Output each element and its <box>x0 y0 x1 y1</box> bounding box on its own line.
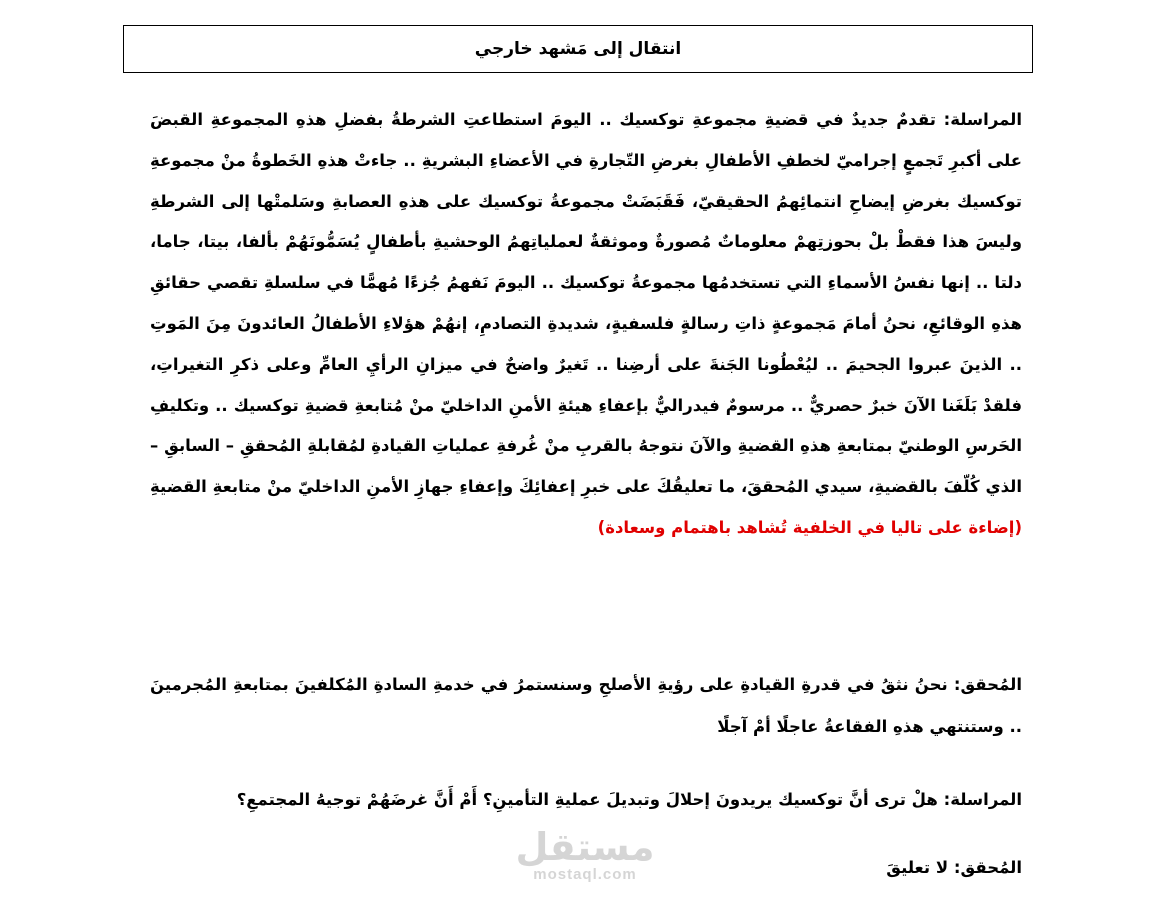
stage-direction: (إضاءة على تاليا في الخلفية تُشاهد باهتمام وسعادة) <box>597 517 1022 537</box>
watermark-arabic: مستقل <box>515 825 655 869</box>
scene-title: انتقال إلى مَشهد خارجي <box>474 39 682 59</box>
paragraph-text: المُحقق: لا تعليقَ <box>886 858 1022 877</box>
paragraph-text: المراسلة: تقدمٌ جديدٌ في قضيةِ مجموعةِ توكسيك .. اليومَ استطاعتِ الشرطةُ بفضلِ هذهِ المجموعةِ القبضَ على أكبرِ تَجمعٍ إجراميّ لخطفِ الأطفالِ بغرضِ التّجارةِ في الأعضاءِ البشريةِ .. جاءتْ هذهِ الخَطوةُ منْ مجموعةِ توكسيك بغرضِ إيضاحِ انتمائِهمُ الحقيقيّ، فَقَبَضَتْ مجموعةُ توكسيك على هذهِ العصابةِ وسَلمتْها إلى الشرطةِ وليسَ هذا فقطْ بلْ بحوزتِهمْ معلوماتٌ مُصورةٌ وموثقةٌ لعملياتِهمُ الوحشيةِ بأطفالٍ يُسَمُّونَهُمْ بألفا، بيتا، جاما، دلتا .. إنها نفسُ الأسماءِ التي تستخدمُها مجموعةُ توكسيك .. اليومَ نَفهمُ جُزءًا مُهمًّا في سلسلةِ تقصي حقائقِ هذهِ الوقائعِ، نحنُ أمامَ مَجموعةٍ ذاتِ رسالةٍ فلسفيةٍ، شديدةِ التصادمِ، إنهُمْ هؤلاءِ الأطفالُ العائدونَ مِنَ المَوتِ .. الذينَ عبروا الجحيمَ .. ليُعْطُونا الجَنةَ على أرضِنا .. تَغيرٌ واضحٌ في ميزانِ الرأيِ العامِّ وعلى ذكرِ التغيراتِ، فلقدْ بَلَغَنا الآنَ خبرٌ حصريٌّ .. مرسومٌ فيدراليٌّ بإعفاءِ هيئةِ الأمنِ الداخليّ منْ مُتابعةِ قضيةِ توكسيك .. وتكليفِ الحَرسِ الوطنيّ بمتابعةِ هذهِ القضيةِ والآنَ نتوجهُ بالقربِ منْ غُرفةِ عملياتِ القيادةِ لمُقابلةِ المُحققِ – السابقِ – الذي كُلّفَ بالقضيةِ، سيدي المُحققَ، ما تعليقُكَ على خبرِ إعفائِكَ وإعفاءِ جهازِ الأمنِ الداخليّ منْ متابعةِ القضيةِ <box>150 110 1022 497</box>
investigator-paragraph-1 <box>150 664 1022 748</box>
paragraph-text: المُحقق: نحنُ نثقُ في قدرةِ القيادةِ على رؤيةِ الأصلحِ وسنستمرُ في خدمةِ السادةِ المُكلفينَ بمتابعةِ المُجرمينَ .. وستنتهي هذهِ الفقاعةُ عاجلًا أمْ آجلًا <box>150 675 1022 736</box>
scene-title-box <box>123 25 1033 73</box>
reporter-paragraph-2 <box>150 780 1022 821</box>
paragraph-text: المراسلة: هلْ ترى أنَّ توكسيك يريدونَ إحلالَ وتبديلَ عمليةِ التأمينِ؟ أَمْ أَنَّ غرضَهُمْ توجيهُ المجتمعِ؟ <box>236 790 1022 809</box>
reporter-paragraph-1 <box>150 100 1022 549</box>
watermark-latin: mostaql.com <box>533 866 637 883</box>
investigator-paragraph-2 <box>150 848 1022 889</box>
